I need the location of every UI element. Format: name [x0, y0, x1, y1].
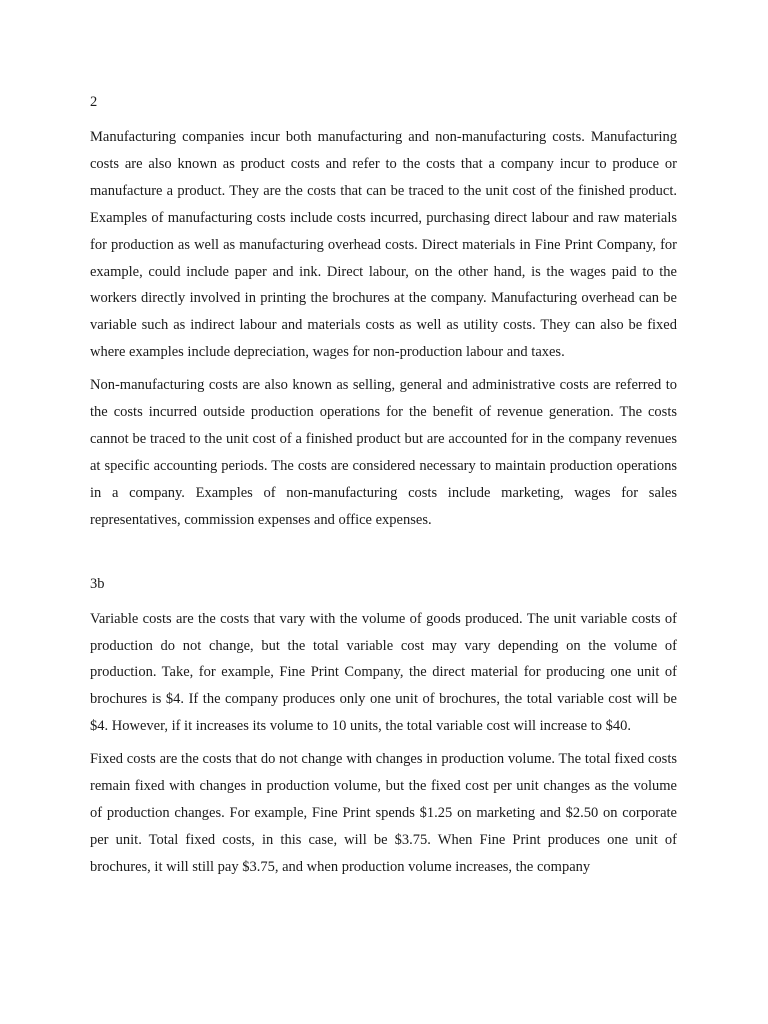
paragraph: Manufacturing companies incur both manufacturing and non-manufacturing costs. Manufacturing costs are also known as product costs and refer to the costs that a company incur to produce or manufacture a product. They are the costs that can be traced to the unit cost of the finished product. Examples of manufacturing costs include costs incurred, purchasing direct labour and raw materials for production as well as manufacturing overhead costs. Direct materials in Fine Print Company, for example, could include paper and ink. Direct labour, on the other hand, is the wages paid to the workers directly involved in printing the brochures at the company. Manufacturing overhead can be variable such as indirect labour and materials costs as well as utility costs. They can also be fixed where examples include depreciation, wages for non-production labour and taxes.	[90, 129, 677, 361]
paragraph: Fixed costs are the costs that do not change with changes in production volume. The total fixed costs remain fixed with changes in production volume, but the fixed cost per unit changes as the volume of production changes. For example, Fine Print spends $1.25 on marketing and $2.50 on corporate per unit. Total fixed costs, in this case, will be $3.75. When Fine Print produces one unit of brochures, it will still pay $3.75, and when production volume increases, the company	[90, 751, 677, 875]
document-page	[90, 92, 677, 887]
section-number: 2	[90, 94, 98, 110]
section-2	[90, 92, 677, 534]
section-3b	[90, 574, 677, 881]
section-number: 3b	[90, 575, 105, 592]
paragraph: Variable costs are the costs that vary with the volume of goods produced. The unit variable costs of production do not change, but the total variable cost may vary depending on the volume of production. Take, for example, Fine Print Company, the direct material for producing one unit of brochures is $4. If the company produces only one unit of brochures, the total variable cost will be $4. However, if it increases its volume to 10 units, the total variable cost will increase to $40.	[90, 610, 677, 735]
section-spacer	[90, 540, 677, 574]
paragraph: Non-manufacturing costs are also known as selling, general and administrative costs are referred to the costs incurred outside production operations for the benefit of revenue generation. The costs cannot be traced to the unit cost of a finished product but are accounted for in the company revenues at specific accounting periods. The costs are considered necessary to maintain production operations in a company. Examples of non-manufacturing costs include marketing, wages for sales representatives, commission expenses and office expenses.	[90, 377, 677, 528]
